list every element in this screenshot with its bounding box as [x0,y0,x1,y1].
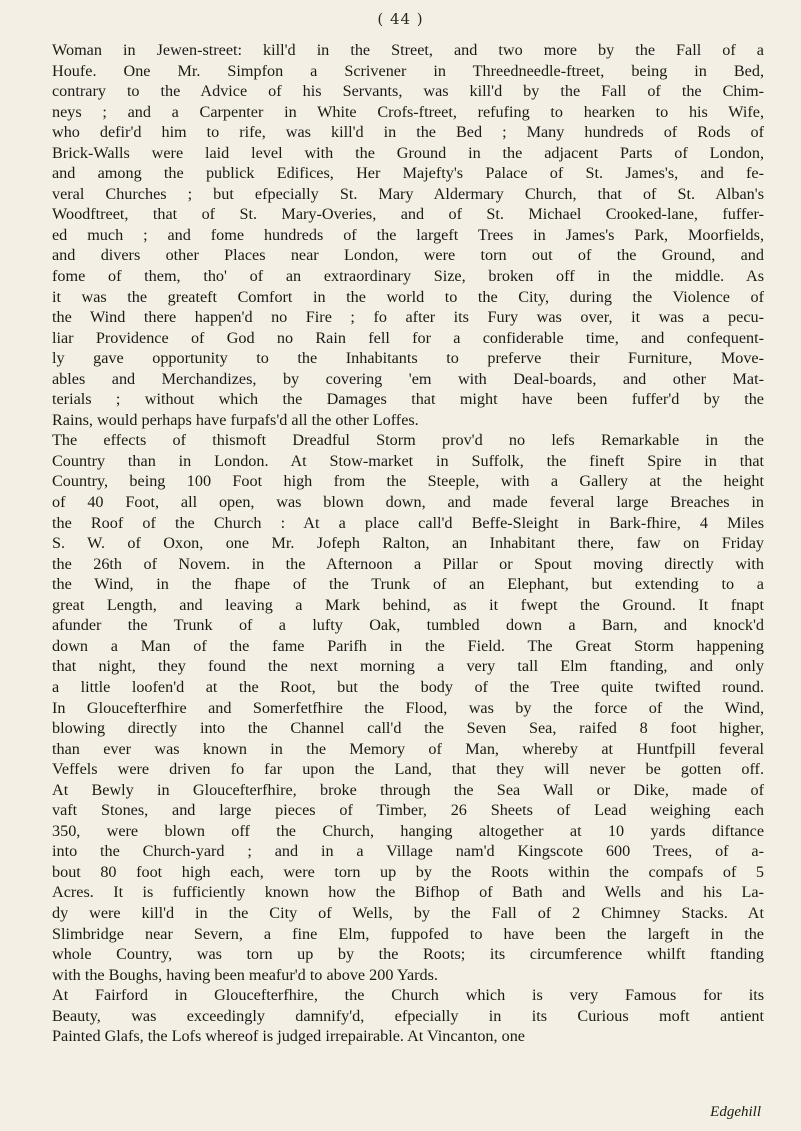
text-line: of 40 Foot, all open, was blown down, and made feveral large Breaches in [52,493,764,512]
text-line: great Length, and leaving a Mark behind, as it fwept the Ground. It fnapt [52,595,764,614]
text-line: ly gave opportunity to the Inhabitants to preferve their Furniture, Move- [52,349,764,368]
text-line: the 26th of Novem. in the Afternoon a Pillar or Spout moving directly with [52,554,764,573]
text-line: Slimbridge near Severn, a fine Elm, fuppofed to have been the largeft in the [52,924,764,943]
text-line: a little loofen'd at the Root, but the body of the Tree quite twifted round. [52,677,764,696]
text-line: it was the greateft Comfort in the world to the City, during the Violence of [52,287,764,306]
text-line: S. W. of Oxon, one Mr. Jofeph Ralton, an Inhabitant there, faw on Friday [52,534,764,553]
text-line: Acres. It is fufficiently known how the Bifhop of Bath and Wells and his La- [52,883,764,902]
text-line: Houfe. One Mr. Simpfon a Scrivener in Threedneedle-ftreet, being in Bed, [52,61,764,80]
page-number: ( 44 ) [377,10,424,28]
text-line: than ever was known in the Memory of Man, whereby at Huntfpill feveral [52,739,764,758]
text-line: fome of them, tho' of an extraordinary Size, broken off in the middle. As [52,267,764,286]
text-line: veral Churches ; but efpecially St. Mary Aldermary Church, that of St. Alban's [52,184,764,203]
text-line: ed much ; and fome hundreds of the largeft Trees in James's Park, Moorfields, [52,225,764,244]
text-line: blowing directly into the Channel call'd the Seven Sea, raifed 8 foot higher, [52,719,764,738]
text-line: At Bewly in Gloucefterfhire, broke through the Sea Wall or Dike, made of [52,780,764,799]
text-line: the Wind there happen'd no Fire ; fo after its Fury was over, it was a pecu- [52,308,764,327]
catchword: Edgehill [710,1104,761,1120]
text-line: Veffels were driven fo far upon the Land, that they will never be gotten off. [52,760,764,779]
text-line: and divers other Places near London, were torn out of the Ground, and [52,246,764,265]
text-line: In Gloucefterfhire and Somerfetfhire the Flood, was by the force of the Wind, [52,698,764,717]
text-line: bout 80 foot high each, were torn up by the Roots within the compafs of 5 [52,862,764,881]
text-line: terials ; without which the Damages that might have been fuffer'd by the [52,390,764,409]
text-line: Painted Glafs, the Lofs whereof is judged irrepairable. At Vincanton, one [52,1027,525,1046]
text-line: the Wind, in the fhape of the Trunk of an Elephant, but extending to a [52,575,764,594]
text-line: dy were kill'd in the City of Wells, by the Fall of 2 Chimney Stacks. At [52,903,764,922]
text-line: vaft Stones, and large pieces of Timber, 26 Sheets of Lead weighing each [52,801,764,820]
text-line: Woodftreet, that of St. Mary-Overies, and of St. Michael Crooked-lane, fuffer- [52,205,764,224]
text-line: with the Boughs, having been meafur'd to above 200 Yards. [52,965,438,984]
text-line: ables and Merchandizes, by covering 'em with Deal-boards, and other Mat- [52,369,764,388]
text-line: the Roof of the Church : At a place call'd Beffe-Sleight in Bark-fhire, 4 Miles [52,513,764,532]
text-line: who defir'd him to rife, was kill'd in the Bed ; Many hundreds of Rods of [52,123,764,142]
text-line: Woman in Jewen-street: kill'd in the Street, and two more by the Fall of a [52,41,764,59]
text-line: contrary to the Advice of his Servants, was kill'd by the Fall of the Chim- [52,82,764,101]
text-line: down a Man of the fame Parifh in the Field. The Great Storm happening [52,636,764,655]
text-line: afunder the Trunk of a lufty Oak, tumbled down a Barn, and knock'd [52,616,764,635]
text-line: and among the publick Edifices, Her Majefty's Palace of St. James's, and fe- [52,164,764,183]
body-text [52,40,764,1047]
text-line: whole Country, was torn up by the Roots; its circumference whilft ftanding [52,945,764,964]
text-line: Country, being 100 Foot high from the Steeple, with a Gallery at the height [52,472,764,491]
text-line: At Fairford in Gloucefterfhire, the Church which is very Famous for its [52,986,764,1005]
text-line: neys ; and a Carpenter in White Crofs-ftreet, refufing to hearken to his Wife, [52,102,764,121]
text-line: Country than in London. At Stow-market in Suffolk, the fineft Spire in that [52,451,764,470]
text-line: Rains, would perhaps have furpafs'd all the other Loffes. [52,410,419,429]
text-line: that night, they found the next morning a very tall Elm ftanding, and only [52,657,764,676]
text-line: Beauty, was exceedingly damnify'd, efpecially in its Curious moft antient [52,1006,764,1025]
text-line: liar Providence of God no Rain fell for a confiderable time, and confequent- [52,328,764,347]
text-line: The effects of thismoft Dreadful Storm prov'd no lefs Remarkable in the [52,431,764,450]
text-line: into the Church-yard ; and in a Village nam'd Kingscote 600 Trees, of a- [52,842,764,861]
text-line: 350, were blown off the Church, hanging altogether at 10 yards diftance [52,821,764,840]
text-line: Brick-Walls were laid level with the Ground in the adjacent Parts of London, [52,143,764,162]
